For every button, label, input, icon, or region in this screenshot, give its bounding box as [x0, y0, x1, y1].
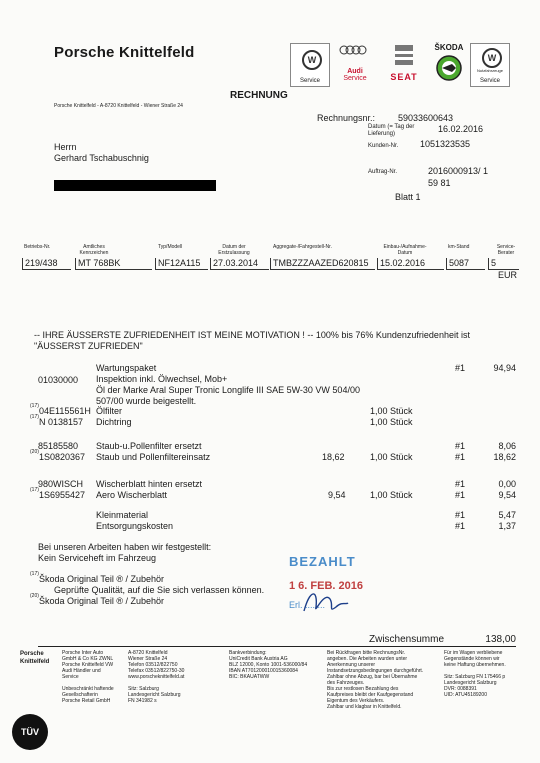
vehicle-typ: NF12A115	[155, 258, 208, 270]
item-wisch-title: Wischerblatt hinten ersetzt	[96, 479, 203, 489]
document-type: RECHNUNG	[230, 90, 288, 101]
item-klein-pos: #1	[455, 510, 466, 520]
item-oelfilter-code: 04E115561H	[39, 406, 91, 416]
invoice-number-label: Rechnungsnr.:	[317, 113, 376, 123]
audi-service-logo: Audi Service	[336, 43, 374, 85]
item-wartung-desc3: 507/00 wurde beigestellt.	[96, 396, 197, 406]
vehicle-aufnahme: 15.02.2016	[377, 258, 444, 270]
item-wisch2-pos: #1	[455, 490, 466, 500]
vehicle-fahrgestell: TMBZZZAAZED620815	[270, 258, 375, 270]
skoda-arrow-icon	[430, 52, 468, 82]
item-oelfilter-name: Ölfilter	[96, 406, 123, 416]
sender-address-line: Porsche Knittelfeld - A-8720 Knittelfeld - Wiener Straße 24	[54, 103, 183, 109]
vw-icon: W	[302, 50, 322, 70]
audi-rings-icon	[336, 43, 374, 57]
order-number: 2016000913/ 1	[428, 166, 489, 176]
item-wartung-code: 01030000	[38, 375, 79, 385]
footer-divider	[38, 646, 516, 647]
recipient-salutation: Herrn	[54, 142, 77, 152]
vehicle-betriebsnr: 219/438	[22, 258, 71, 270]
item-wisch-price: 0,00	[498, 479, 516, 489]
item-dichtring-mark: (17)	[30, 414, 39, 420]
item-pollen2-price: 18,62	[493, 452, 516, 462]
invoice-date-label: Datum (= Tag der Lieferung)	[368, 124, 415, 137]
motto-line-2: "ÄUSSERST ZUFRIEDEN"	[34, 341, 143, 351]
footer-registry-col: Für im Wagen verbliebene Gegenstände können wir keine Haftung übernehmen. Sitz: Salzburg FN 175466 p Landesgericht Salzburg DVR: 0088391 UID: ATU45189200	[444, 650, 506, 698]
subtotal-label: Zwischensumme	[369, 634, 445, 645]
vw-icon: W	[482, 48, 502, 68]
item-wisch-code: 980WISCH	[38, 479, 84, 489]
seat-emblem-icon	[384, 43, 424, 67]
company-name: Porsche Knittelfeld	[54, 44, 195, 61]
redacted-address	[54, 180, 216, 191]
vehicle-label-fahrgestell: Aggregate-/Fahrgestell-Nr.	[273, 244, 332, 250]
vehicle-km: 5087	[446, 258, 485, 270]
footer-company-col: Porsche Inter Auto GmbH & Co KG ZWNL Porsche Knittelfeld VW Audi Händler und Service Unbeschränkt haftende Gesellschafterin Porsche Retail GmbH	[62, 650, 114, 704]
item-klein-price: 5,47	[498, 510, 516, 520]
item-pollen2-pos: #1	[455, 452, 466, 462]
item-oelfilter-qty: 1,00 Stück	[370, 406, 413, 416]
vehicle-erstzulassung: 27.03.2014	[210, 258, 269, 270]
notes-line-2: Kein Serviceheft im Fahrzeug	[38, 553, 157, 563]
item-entsorg-name: Entsorgungskosten	[96, 521, 174, 531]
item-dichtring-name: Dichtring	[96, 417, 132, 427]
order-number-sub: 59 81	[428, 178, 451, 188]
item-wartung-title: Wartungspaket	[96, 363, 157, 373]
footnote-17-text: Škoda Original Teil ® / Zubehör	[39, 574, 165, 584]
item-wisch2-mark: (17)	[30, 487, 39, 493]
paid-stamp: BEZAHLT	[289, 554, 356, 569]
recipient-name: Gerhard Tschabuschnig	[54, 153, 149, 163]
item-pollen2-qty: 1,00 Stück	[370, 452, 413, 462]
paid-stamp-date: 1 6. FEB. 2016	[289, 580, 363, 592]
item-pollen-price: 8,06	[498, 441, 516, 451]
item-pollen2-name: Staub und Pollenfiltereinsatz	[96, 452, 211, 462]
subtotal-value: 138,00	[485, 634, 516, 645]
vehicle-label-berater: Service-Berater	[496, 244, 516, 256]
item-pollen-title: Staub-u.Pollenfilter ersetzt	[96, 441, 202, 451]
seat-logo: SEAT	[384, 43, 424, 85]
item-entsorg-price: 1,37	[498, 521, 516, 531]
vw-service-logo: W Service	[290, 43, 330, 87]
item-wisch-pos: #1	[455, 479, 466, 489]
skoda-logo: ŠKODA	[430, 43, 468, 85]
sheet-number: Blatt 1	[395, 192, 421, 202]
item-wisch2-code: 1S6955427	[39, 490, 86, 500]
item-wisch2-unit: 9,54	[328, 490, 346, 500]
vehicle-label-kennzeichen: Amtliches Kennzeichen	[79, 244, 109, 256]
invoice-number: 59033600643	[398, 113, 454, 123]
customer-number-label: Kunden-Nr.	[368, 143, 399, 149]
vehicle-label-typ: Typ/Modell	[158, 244, 183, 250]
footer-bank-col: Bankverbindung: UniCredit Bank Austria AG BLZ 12000, Konto 1001-536000/84 IBAN AT701200010015360084 BIC: BKAUATWW	[229, 650, 308, 680]
item-pollen2-unit: 18,62	[322, 452, 345, 462]
footnote-20-text: Škoda Original Teil ® / Zubehör	[39, 596, 165, 606]
item-pollen-code: 85185580	[38, 441, 79, 451]
footnote-20-mark: (20)	[30, 593, 39, 599]
item-wartung-price: 94,94	[493, 363, 516, 373]
tuv-certification-logo: TÜV	[12, 714, 48, 750]
item-wisch2-price: 9,54	[498, 490, 516, 500]
vehicle-label-km: km-Stand	[448, 244, 470, 250]
vehicle-kennzeichen: MT 768BK	[75, 258, 152, 270]
paid-stamp-erl: Erl. ........	[289, 600, 326, 610]
item-oelfilter-mark: (17)	[30, 403, 39, 409]
notes-line-1: Bei unseren Arbeiten haben wir festgestellt:	[38, 542, 212, 552]
item-dichtring-qty: 1,00 Stück	[370, 417, 413, 427]
item-entsorg-pos: #1	[455, 521, 466, 531]
customer-number: 1051323535	[420, 139, 471, 149]
footer-logo: Porsche Knittelfeld	[20, 651, 50, 665]
invoice-date: 16.02.2016	[438, 124, 484, 134]
item-wisch2-name: Aero Wischerblatt	[96, 490, 168, 500]
vehicle-berater: 5	[488, 258, 519, 270]
vw-nutzfahrzeuge-logo: W Nutzfahrzeuge Service	[470, 43, 510, 87]
item-pollen-pos: #1	[455, 441, 466, 451]
vehicle-label-aufnahme: Einbau-/Aufnahme-Datum	[383, 244, 427, 256]
item-pollen2-code: 1S0820367	[39, 452, 86, 462]
item-wartung-desc1: Inspektion inkl. Ölwechsel, Mob+	[96, 374, 228, 384]
footer-terms-col: Bei Rückfragen bitte RechnungsNr. angeben. Die Arbeiten wurden unter Anerkennung unserer Instandsetzungsbedingungen durchgeführt. Zahlbar ohne Abzug, bar bei Übernahme des Fahrzeuges. Bis zur restlosen Bezahlung des Kaufpreises bleibt der Kaufgegenstand Eigentum des Verkäufers. Zahlbar und klagbar in Knittelfeld.	[327, 650, 424, 710]
currency: EUR	[498, 270, 518, 280]
motto-line-1: -- IHRE ÄUSSERSTE ZUFRIEDENHEIT IST MEINE MOTIVATION ! -- 100% bis 76% Kundenzufriedenheit ist	[34, 330, 470, 340]
footer-address-col: A-8720 Knittelfeld Wiener Straße 24 Telefon 03512/822750 Telefax 03512/822750-30 www.porscheknittelfeld.at Sitz: Salzburg Landesgericht Salzburg FN 341982 s	[128, 650, 185, 704]
footnote-17-sub: Geprüfte Qualität, auf die Sie sich verlassen können.	[54, 585, 265, 595]
item-dichtring-code: N 0138157	[39, 417, 84, 427]
item-pollen2-mark: (20)	[30, 449, 39, 455]
vehicle-label-erstzulassung: Datum der Erstzulassung	[218, 244, 250, 256]
footnote-17-mark: (17)	[30, 571, 39, 577]
signature-icon	[300, 585, 350, 619]
item-klein-name: Kleinmaterial	[96, 510, 149, 520]
order-number-label: Auftrag-Nr.	[368, 169, 398, 175]
item-wartung-desc2: Öl der Marke Aral Super Tronic Longlife III SAE 5W-30 VW 504/00	[96, 385, 360, 395]
item-wartung-pos: #1	[455, 363, 466, 373]
item-wisch2-qty: 1,00 Stück	[370, 490, 413, 500]
vehicle-label-betriebsnr: Betriebs-Nr.	[24, 244, 51, 250]
